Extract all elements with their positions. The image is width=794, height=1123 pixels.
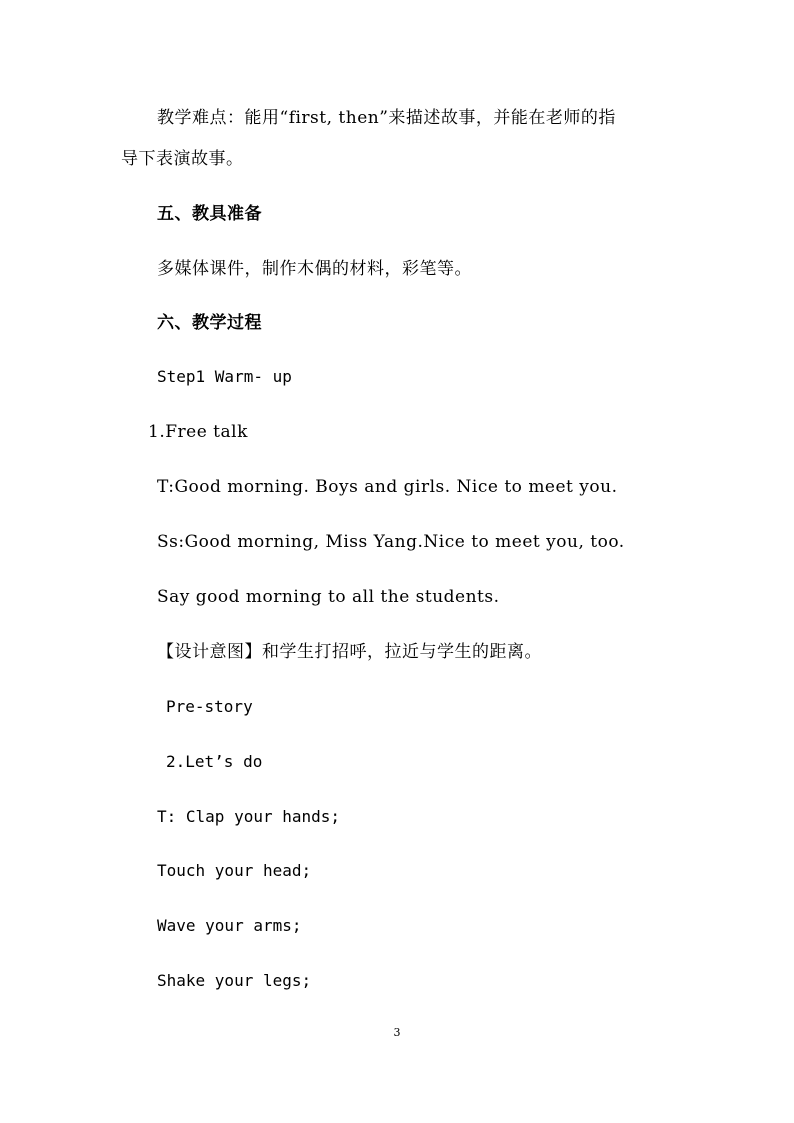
- pre-story: Pre-story: [166, 697, 253, 716]
- step1-warm-up: Step1 Warm- up: [157, 367, 292, 386]
- teaching-difficulty-line-1: 教学难点：能用“first, then”来描述故事，并能在老师的指: [157, 108, 616, 128]
- section-heading-teaching-tools: 五、教具准备: [157, 204, 262, 224]
- instruction-shake: Shake your legs;: [157, 971, 312, 990]
- instruction-touch: Touch your head;: [157, 861, 312, 880]
- instruction-clap: T: Clap your hands;: [157, 807, 341, 826]
- teaching-difficulty-line-2: 导下表演故事。: [121, 149, 244, 169]
- design-intent: 【设计意图】和学生打招呼，拉近与学生的距离。: [157, 642, 542, 662]
- instruction-wave: Wave your arms;: [157, 916, 302, 935]
- free-talk: 1.Free talk: [148, 422, 248, 442]
- teaching-tools-text: 多媒体课件，制作木偶的材料，彩笔等。: [157, 259, 472, 279]
- page-number: 3: [393, 1026, 401, 1039]
- students-greeting: Ss:Good morning, Miss Yang.Nice to meet you, too.: [157, 532, 625, 552]
- section-heading-teaching-process: 六、教学过程: [157, 313, 262, 333]
- lets-do: 2.Let’s do: [166, 752, 263, 771]
- say-good-morning: Say good morning to all the students.: [157, 587, 500, 607]
- teacher-greeting: T:Good morning. Boys and girls. Nice to meet you.: [157, 477, 618, 497]
